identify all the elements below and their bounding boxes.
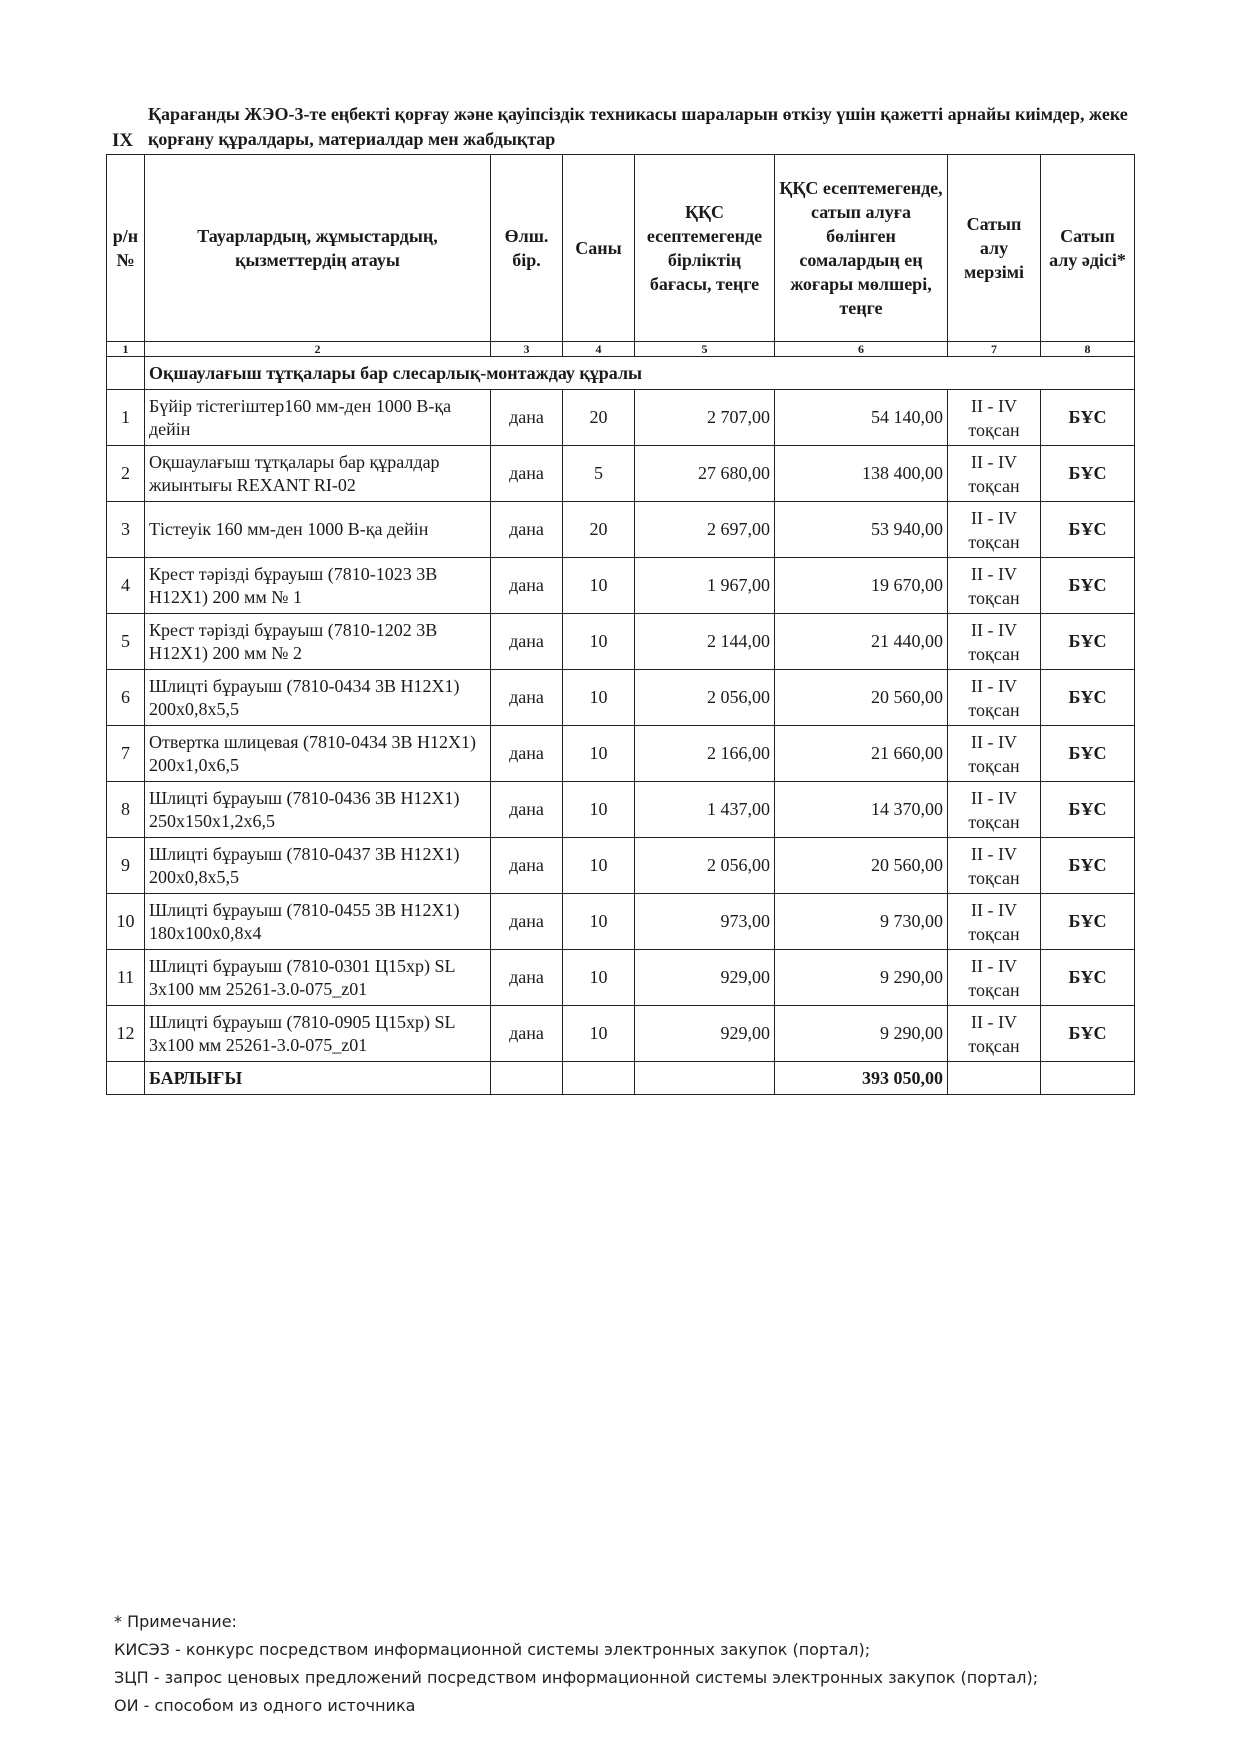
footnotes	[114, 1608, 1038, 1720]
item-quantity: 20	[563, 502, 635, 558]
item-unit: дана	[491, 1006, 563, 1062]
item-procurement-method: БҰС	[1041, 558, 1135, 614]
item-procurement-method: БҰС	[1041, 726, 1135, 782]
table-row	[107, 838, 1135, 894]
group-empty-cell	[107, 357, 145, 390]
item-quantity: 10	[563, 838, 635, 894]
item-max-amount: 138 400,00	[775, 446, 948, 502]
item-unit-price: 27 680,00	[635, 446, 775, 502]
item-unit: дана	[491, 502, 563, 558]
item-procurement-period: II - IV тоқсан	[948, 502, 1041, 558]
item-procurement-period: II - IV тоқсан	[948, 614, 1041, 670]
item-name: Бүйір тістегіштер160 мм-ден 1000 В-қа дейін	[145, 390, 491, 446]
group-title: Оқшаулағыш тұтқалары бар слесарлық-монтаждау құралы	[145, 357, 1135, 390]
column-number: 7	[948, 342, 1041, 357]
item-name: Крест тәрізді бұрауыш (7810-1023 3В Н12Х1) 200 мм № 1	[145, 558, 491, 614]
item-unit: дана	[491, 726, 563, 782]
item-procurement-method: БҰС	[1041, 1006, 1135, 1062]
column-number: 1	[107, 342, 145, 357]
item-unit: дана	[491, 446, 563, 502]
section-number: IX	[112, 130, 134, 151]
column-number: 8	[1041, 342, 1135, 357]
item-max-amount: 9 290,00	[775, 1006, 948, 1062]
footnote-title: * Примечание:	[114, 1612, 237, 1631]
header-quantity: Саны	[563, 155, 635, 342]
item-procurement-method: БҰС	[1041, 838, 1135, 894]
table-row	[107, 894, 1135, 950]
item-procurement-method: БҰС	[1041, 446, 1135, 502]
procurement-table	[106, 154, 1135, 1095]
item-max-amount: 53 940,00	[775, 502, 948, 558]
total-empty-cell	[563, 1062, 635, 1095]
item-name: Шлицті бұрауыш (7810-0301 Ц15хр) SL 3х100 мм 25261-3.0-075_z01	[145, 950, 491, 1006]
item-unit: дана	[491, 838, 563, 894]
total-empty-cell	[635, 1062, 775, 1095]
item-procurement-method: БҰС	[1041, 950, 1135, 1006]
item-unit-price: 2 056,00	[635, 838, 775, 894]
table-row	[107, 614, 1135, 670]
column-number: 5	[635, 342, 775, 357]
item-quantity: 20	[563, 390, 635, 446]
total-sum: 393 050,00	[775, 1062, 948, 1095]
item-procurement-period: II - IV тоқсан	[948, 390, 1041, 446]
item-name: Шлицті бұрауыш (7810-0905 Ц15хр) SL 3х100 мм 25261-3.0-075_z01	[145, 1006, 491, 1062]
item-unit: дана	[491, 614, 563, 670]
item-procurement-period: II - IV тоқсан	[948, 894, 1041, 950]
row-number: 10	[107, 894, 145, 950]
item-procurement-period: II - IV тоқсан	[948, 1006, 1041, 1062]
footnote-line: ОИ - способом из одного источника	[114, 1696, 416, 1715]
table-row	[107, 670, 1135, 726]
item-unit-price: 929,00	[635, 1006, 775, 1062]
header-item-name: Тауарлардың, жұмыстардың, қызметтердің атауы	[145, 155, 491, 342]
total-empty-cell	[491, 1062, 563, 1095]
header-unit-price: ҚҚС есептемегенде бірліктің бағасы, теңге	[635, 155, 775, 342]
section-title: Қарағанды ЖЭО-3-те еңбекті қорғау және қауіпсіздік техникасы шараларын өткізу үшін қажетті арнайы киімдер, жеке қорғану құралдары, материалдар мен жабдықтар	[148, 104, 1128, 149]
column-number: 6	[775, 342, 948, 357]
item-unit-price: 2 707,00	[635, 390, 775, 446]
header-unit: Өлш. бір.	[491, 155, 563, 342]
item-procurement-method: БҰС	[1041, 894, 1135, 950]
item-procurement-method: БҰС	[1041, 502, 1135, 558]
item-procurement-period: II - IV тоқсан	[948, 838, 1041, 894]
row-number: 9	[107, 838, 145, 894]
item-unit-price: 2 056,00	[635, 670, 775, 726]
column-number: 3	[491, 342, 563, 357]
item-procurement-method: БҰС	[1041, 670, 1135, 726]
total-empty-cell	[107, 1062, 145, 1095]
item-procurement-period: II - IV тоқсан	[948, 782, 1041, 838]
total-label: БАРЛЫҒЫ	[145, 1062, 491, 1095]
item-max-amount: 19 670,00	[775, 558, 948, 614]
row-number: 12	[107, 1006, 145, 1062]
item-quantity: 5	[563, 446, 635, 502]
header-row	[107, 155, 1135, 342]
item-name: Тістеуік 160 мм-ден 1000 В-қа дейін	[145, 502, 491, 558]
row-number: 8	[107, 782, 145, 838]
item-unit-price: 2 144,00	[635, 614, 775, 670]
item-max-amount: 54 140,00	[775, 390, 948, 446]
item-unit: дана	[491, 950, 563, 1006]
table-row	[107, 950, 1135, 1006]
item-unit-price: 973,00	[635, 894, 775, 950]
row-number: 2	[107, 446, 145, 502]
total-empty-cell	[1041, 1062, 1135, 1095]
item-name: Крест тәрізді бұрауыш (7810-1202 3В Н12Х1) 200 мм № 2	[145, 614, 491, 670]
table-row	[107, 390, 1135, 446]
header-row-number: р/н №	[107, 155, 145, 342]
item-unit: дана	[491, 558, 563, 614]
column-number: 2	[145, 342, 491, 357]
item-name: Шлицті бұрауыш (7810-0436 3В Н12Х1) 250х150х1,2х6,5	[145, 782, 491, 838]
item-quantity: 10	[563, 950, 635, 1006]
group-row	[107, 357, 1135, 390]
item-unit-price: 1 437,00	[635, 782, 775, 838]
item-name: Оқшаулағыш тұтқалары бар құралдар жиынтығы REXANT RI-02	[145, 446, 491, 502]
item-procurement-method: БҰС	[1041, 782, 1135, 838]
item-quantity: 10	[563, 670, 635, 726]
item-procurement-period: II - IV тоқсан	[948, 950, 1041, 1006]
item-quantity: 10	[563, 894, 635, 950]
header-procurement-method: Сатып алу әдісі*	[1041, 155, 1135, 342]
item-procurement-period: II - IV тоқсан	[948, 558, 1041, 614]
item-procurement-period: II - IV тоқсан	[948, 726, 1041, 782]
item-unit: дана	[491, 670, 563, 726]
row-number: 4	[107, 558, 145, 614]
row-number: 5	[107, 614, 145, 670]
item-unit-price: 929,00	[635, 950, 775, 1006]
item-unit-price: 1 967,00	[635, 558, 775, 614]
item-quantity: 10	[563, 782, 635, 838]
item-unit: дана	[491, 894, 563, 950]
column-number-row	[107, 342, 1135, 357]
item-name: Шлицті бұрауыш (7810-0437 3В Н12Х1) 200х0,8х5,5	[145, 838, 491, 894]
item-quantity: 10	[563, 558, 635, 614]
footnote-line: ЗЦП - запрос ценовых предложений посредством информационной системы электронных закупок (портал);	[114, 1668, 1039, 1687]
item-name: Шлицті бұрауыш (7810-0455 3В Н12Х1) 180х100х0,8х4	[145, 894, 491, 950]
header-max-amount: ҚҚС есептемегенде, сатып алуға бөлінген сомалардың ең жоғары мөлшері, теңге	[775, 155, 948, 342]
item-max-amount: 9 290,00	[775, 950, 948, 1006]
column-number: 4	[563, 342, 635, 357]
row-number: 11	[107, 950, 145, 1006]
item-quantity: 10	[563, 1006, 635, 1062]
item-max-amount: 14 370,00	[775, 782, 948, 838]
row-number: 6	[107, 670, 145, 726]
row-number: 1	[107, 390, 145, 446]
item-quantity: 10	[563, 726, 635, 782]
item-max-amount: 9 730,00	[775, 894, 948, 950]
row-number: 7	[107, 726, 145, 782]
table-row	[107, 726, 1135, 782]
table-row	[107, 446, 1135, 502]
item-unit: дана	[491, 782, 563, 838]
total-empty-cell	[948, 1062, 1041, 1095]
item-max-amount: 21 660,00	[775, 726, 948, 782]
table-row	[107, 558, 1135, 614]
footnote-line: КИСЭЗ - конкурс посредством информационной системы электронных закупок (портал);	[114, 1640, 871, 1659]
item-max-amount: 21 440,00	[775, 614, 948, 670]
total-row	[107, 1062, 1135, 1095]
item-max-amount: 20 560,00	[775, 838, 948, 894]
item-quantity: 10	[563, 614, 635, 670]
item-procurement-method: БҰС	[1041, 614, 1135, 670]
header-procurement-period: Сатып алу мерзімі	[948, 155, 1041, 342]
table-row	[107, 502, 1135, 558]
item-name: Отвертка шлицевая (7810-0434 3В Н12Х1) 200х1,0х6,5	[145, 726, 491, 782]
item-name: Шлицті бұрауыш (7810-0434 3В Н12Х1) 200х0,8х5,5	[145, 670, 491, 726]
item-unit: дана	[491, 390, 563, 446]
table-row	[107, 782, 1135, 838]
item-unit-price: 2 166,00	[635, 726, 775, 782]
item-unit-price: 2 697,00	[635, 502, 775, 558]
item-max-amount: 20 560,00	[775, 670, 948, 726]
row-number: 3	[107, 502, 145, 558]
item-procurement-method: БҰС	[1041, 390, 1135, 446]
table-row	[107, 1006, 1135, 1062]
item-procurement-period: II - IV тоқсан	[948, 670, 1041, 726]
item-procurement-period: II - IV тоқсан	[948, 446, 1041, 502]
